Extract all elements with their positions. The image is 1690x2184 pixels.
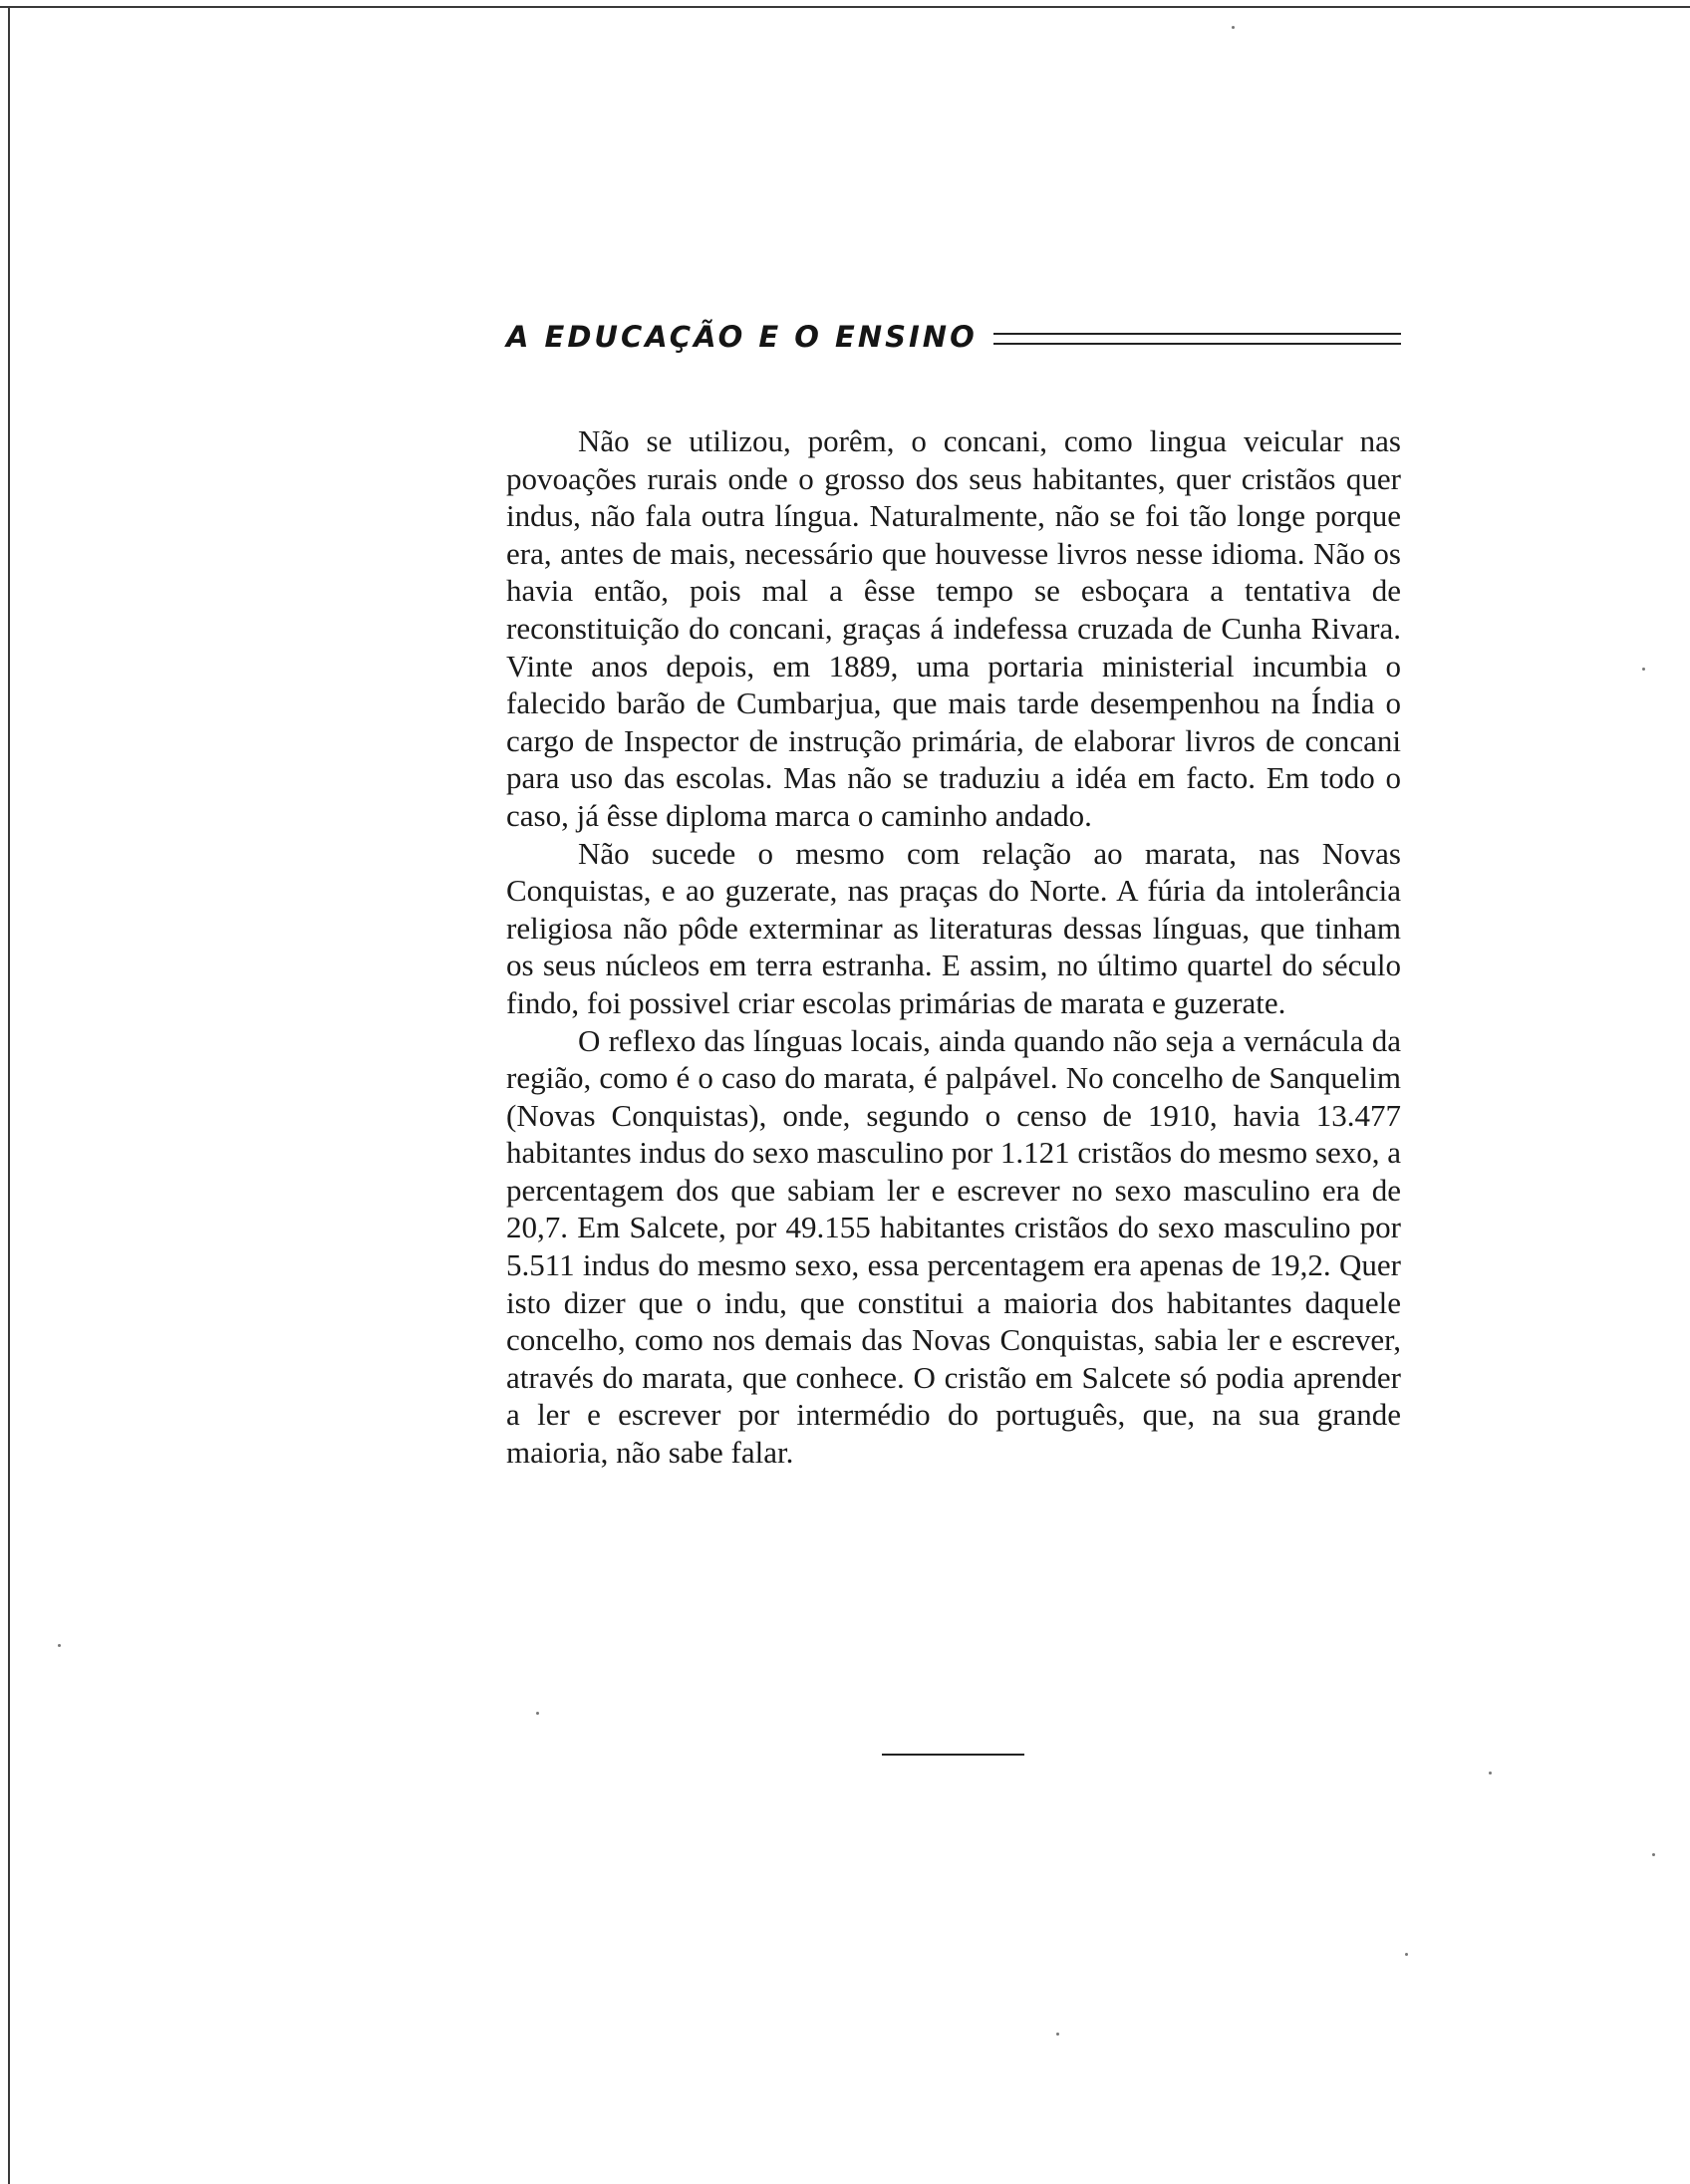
scan-speck bbox=[1056, 2033, 1059, 2036]
text-body bbox=[506, 422, 1401, 1472]
header-rule bbox=[993, 333, 1401, 345]
scan-speck bbox=[1232, 26, 1235, 29]
running-head bbox=[506, 315, 1401, 359]
paragraph-1: Não se utilizou, porêm, o concani, como lingua veicular nas povoações rurais onde o grosso dos seus habitantes, quer cristãos quer indus, não fala outra língua. Naturalmente, não se foi tão longe porque era, antes de mais, necessário que houvesse livros nesse idioma. Não os havia então, pois mal a êsse tempo se esboçara a tentativa de reconstituição do concani, graças á indefessa cruzada de Cunha Rivara. Vinte anos depois, em 1889, uma portaria ministerial incumbia o falecido barão de Cumbarjua, que mais tarde desempenhou na Índia o cargo de Inspector de instrução primária, de elaborar livros de concani para uso das escolas. Mas não se traduziu a idéa em facto. Em todo o caso, já êsse diploma marca o caminho andado. bbox=[506, 423, 1401, 833]
scan-left-edge bbox=[8, 6, 10, 2184]
scan-speck bbox=[536, 1712, 539, 1715]
scan-speck bbox=[1489, 1772, 1492, 1774]
scan-speck bbox=[58, 1644, 61, 1647]
page-content bbox=[506, 315, 1401, 1472]
scan-speck bbox=[1652, 1853, 1655, 1856]
running-title: A EDUCAÇÃO E O ENSINO bbox=[506, 320, 978, 354]
scan-speck bbox=[1642, 668, 1645, 671]
paragraph-2: Não sucede o mesmo com relação ao marata, nas Novas Conquistas, e ao guzerate, nas praças do Norte. A fúria da intolerância religiosa não pôde exterminar as literaturas dessas línguas, que tinham os seus núcleos em terra estranha. E assim, no último quartel do século findo, foi possivel criar escolas primárias de marata e guzerate. bbox=[506, 835, 1401, 1020]
scan-speck bbox=[1405, 1953, 1408, 1956]
end-rule bbox=[882, 1754, 1024, 1756]
scan-top-edge bbox=[0, 6, 1690, 8]
paragraph-3: O reflexo das línguas locais, ainda quando não seja a vernácula da região, como é o caso do marata, é palpável. No concelho de Sanquelim (Novas Conquistas), onde, segundo o censo de 1910, havia 13.477 habitantes indus do sexo masculino por 1.121 cristãos do mesmo sexo, a percentagem dos que sabiam ler e escrever no sexo masculino era de 20,7. Em Salcete, por 49.155 habitantes cristãos do sexo masculino por 5.511 indus do mesmo sexo, essa percentagem era apenas de 19,2. Quer isto dizer que o indu, que constitui a maioria dos habitantes daquele concelho, como nos demais das Novas Conquistas, sabia ler e escrever, através do marata, que conhece. O cristão em Salcete só podia aprender a ler e escrever por intermédio do português, que, na sua grande maioria, não sabe falar. bbox=[506, 1022, 1402, 1471]
